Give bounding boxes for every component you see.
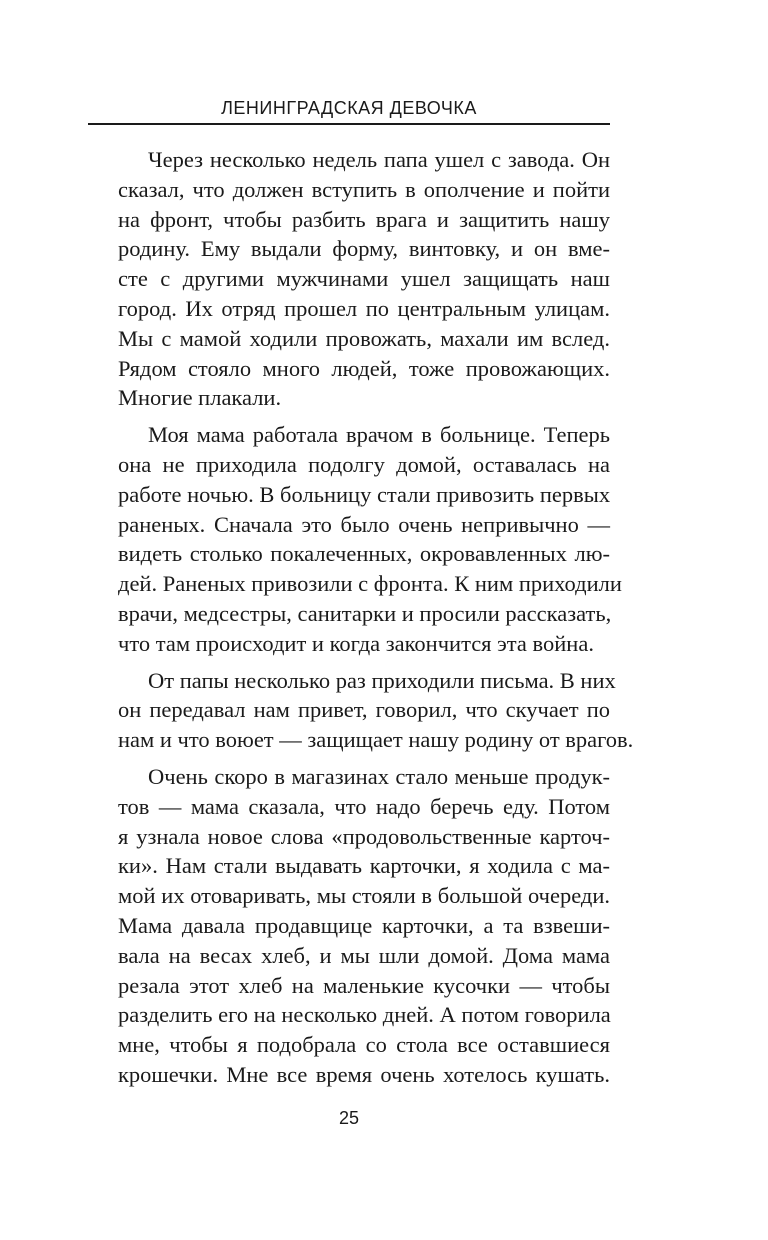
body-text	[88, 145, 634, 1097]
text-line: ки». Нам стали выдавать карточки, я ходила с ма-	[118, 853, 610, 879]
text-line: Мама давала продавщице карточки, а та взвеши-	[118, 912, 610, 938]
text-line: Моя мама работала врачом в больнице. Теперь	[148, 422, 610, 448]
text-line: От папы несколько раз приходили письма. В них	[148, 667, 616, 693]
text-line: нам и что воюет — защищает нашу родину от врагов.	[118, 727, 634, 753]
paragraph-4	[88, 762, 610, 1090]
text-line: он передавал нам привет, говорил, что скучает по	[118, 697, 610, 723]
text-line: сказал, что должен вступить в ополчение и пойти	[118, 176, 610, 202]
text-line: Мы с мамой ходили провожать, махали им вслед.	[118, 325, 610, 351]
text-line: тов — мама сказала, что надо беречь еду. Потом	[118, 793, 610, 819]
text-line: работе ночью. В больницу стали привозить первых	[118, 481, 611, 507]
paragraph-2	[88, 420, 622, 658]
text-line: на фронт, чтобы разбить врага и защитить нашу	[118, 206, 610, 232]
paragraph-3	[88, 666, 634, 755]
page-number: 25	[338, 1108, 360, 1128]
text-line: Многие плакали.	[118, 385, 282, 411]
text-line: крошечки. Мне все время очень хотелось кушать.	[118, 1061, 610, 1087]
text-line: сте с другими мужчинами ушел защищать наш	[118, 266, 610, 292]
text-line: дей. Раненых привозили с фронта. К ним приходили	[118, 571, 622, 597]
text-line: город. Их отряд прошел по центральным улицам.	[118, 295, 610, 321]
running-header: ЛЕНИНГРАДСКАЯ ДЕВОЧКА	[221, 98, 477, 118]
text-line: разделить его на несколько дней. А потом говорила	[118, 1002, 611, 1028]
text-line: Рядом стояло много людей, тоже провожающих.	[118, 355, 610, 381]
text-line: я узнала новое слова «продовольственные карточ-	[118, 823, 610, 849]
text-line: раненых. Сначала это было очень непривычно —	[118, 511, 610, 537]
text-line: вала на весах хлеб, и мы шли домой. Дома мама	[118, 942, 610, 968]
header-rule	[88, 123, 610, 125]
text-line: Через несколько недель папа ушел с завода. Он	[148, 147, 610, 172]
text-line: мне, чтобы я подобрала со стола все оставшиеся	[118, 1032, 610, 1058]
text-line: видеть столько покалеченных, окровавленных лю-	[118, 541, 610, 567]
text-line: она не приходила подолгу домой, оставалась на	[118, 451, 610, 477]
text-line: что там происходит и когда закончится эта война.	[118, 630, 594, 656]
text-line: родину. Ему выдали форму, винтовку, и он вме-	[118, 236, 610, 262]
text-line: Очень скоро в магазинах стало меньше продук-	[148, 763, 610, 789]
text-line: врачи, медсестры, санитарки и просили рассказать,	[118, 600, 612, 626]
text-line: мой их отоваривать, мы стояли в большой очереди.	[118, 883, 610, 909]
paragraph-1	[88, 145, 610, 413]
text-line: резала этот хлеб на маленькие кусочки — чтобы	[118, 972, 610, 998]
